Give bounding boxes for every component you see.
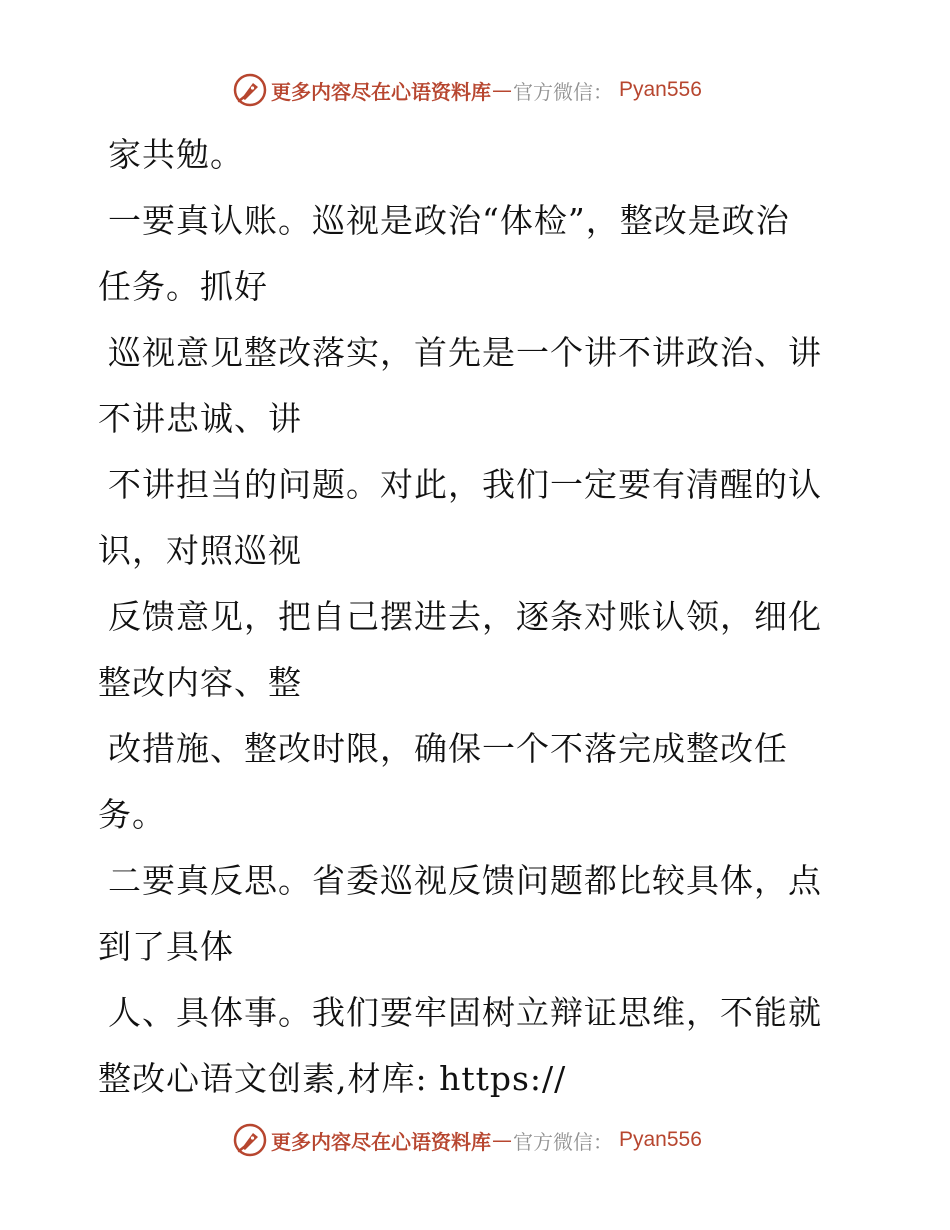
wechat-id: Pyan556: [619, 1128, 702, 1151]
text-line: 不讲担当的问题。对此，我们一定要有清醒的认: [108, 465, 822, 504]
brand-name: 更多内容尽在心语资料库: [271, 1129, 491, 1154]
text-line: 人、具体事。我们要牢固树立辩证思维，不能就: [108, 993, 822, 1032]
text-line: 任务。抓好: [98, 267, 268, 306]
text-line: 改措施、整改时限，确保一个不落完成整改任: [108, 729, 788, 768]
wechat-id: Pyan556: [619, 78, 702, 101]
text-line: 一要真认账。巡视是政治“体检”，整改是政治: [108, 201, 790, 240]
wechat-label: 官方微信: [513, 79, 593, 104]
brand-separator: —: [492, 78, 512, 102]
pen-nib-logo-icon: [233, 73, 267, 107]
wechat-colon: ：: [593, 79, 613, 104]
header-watermark: [233, 72, 702, 108]
text-line: 识，对照巡视: [98, 531, 302, 570]
brand-name: 更多内容尽在心语资料库: [271, 79, 491, 104]
text-line: 家共勉。: [108, 135, 244, 174]
footer-watermark: [233, 1122, 702, 1158]
text-line: 务。: [98, 795, 166, 834]
text-line: 巡视意见整改落实，首先是一个讲不讲政治、讲: [108, 333, 822, 372]
text-line: 二要真反思。省委巡视反馈问题都比较具体，点: [108, 861, 822, 900]
text-line: 整改内容、整: [98, 663, 302, 702]
text-line: 整改心语文创素,材库: https://: [98, 1059, 567, 1098]
document-body: [98, 122, 858, 1112]
text-line: 不讲忠诚、讲: [98, 399, 302, 438]
text-line: 到了具体: [98, 927, 234, 966]
wechat-label: 官方微信: [513, 1129, 593, 1154]
brand-separator: —: [492, 1128, 512, 1152]
wechat-colon: ：: [593, 1129, 613, 1154]
text-line: 反馈意见，把自己摆进去，逐条对账认领，细化: [108, 597, 822, 636]
pen-nib-logo-icon: [233, 1123, 267, 1157]
